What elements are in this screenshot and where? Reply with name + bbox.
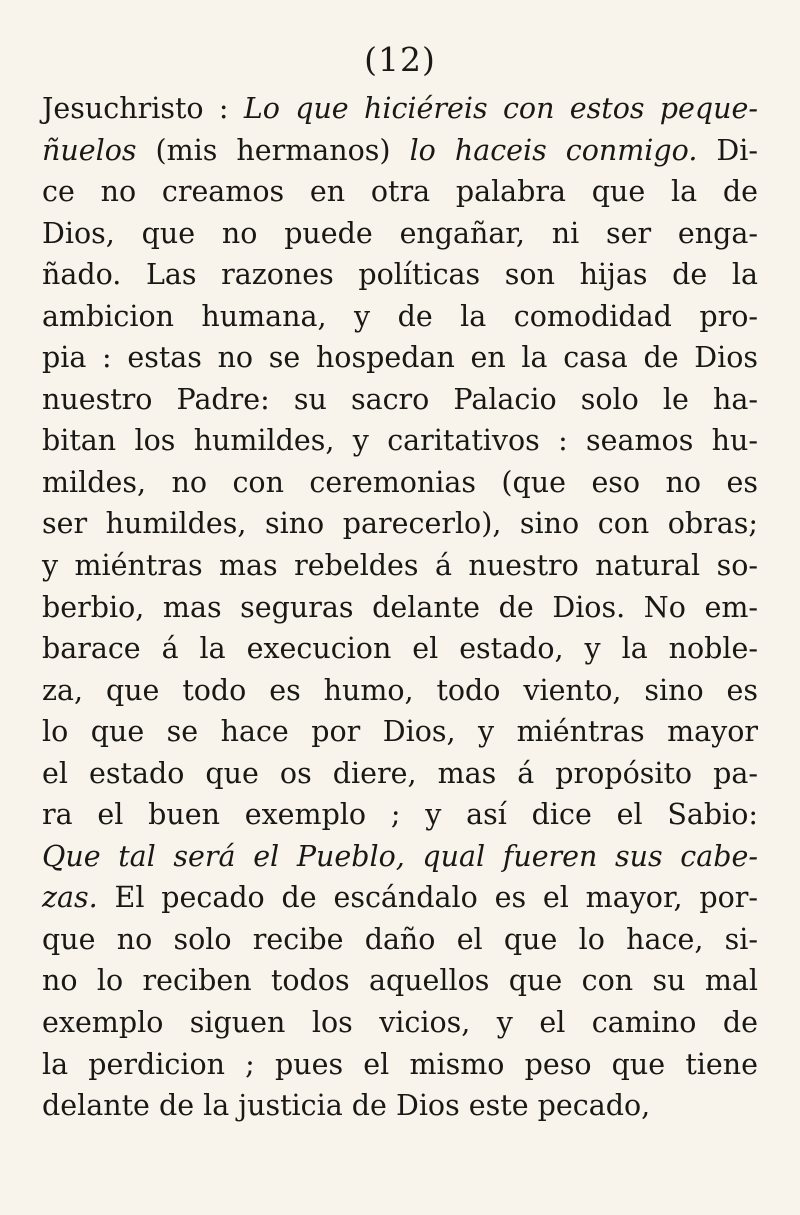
text-segment: el estado que os diere, mas á propósito pa- xyxy=(42,756,758,790)
page-number: (12) xyxy=(364,40,436,79)
text-line xyxy=(42,545,758,587)
text-segment: za, que todo es humo, todo viento, sino es xyxy=(42,673,758,707)
text-segment: Dios, que no puede engañar, ni ser enga- xyxy=(42,216,758,250)
text-line xyxy=(42,213,758,255)
text-segment: ra el buen exemplo ; y así dice el Sabio: xyxy=(42,798,758,832)
text-line xyxy=(42,794,758,836)
text-line xyxy=(42,254,758,296)
text-line xyxy=(42,420,758,462)
text-segment: pia : estas no se hospedan en la casa de Dios xyxy=(42,341,758,375)
text-line xyxy=(42,337,758,379)
italic-text: zas. xyxy=(42,881,98,915)
text-line xyxy=(42,587,758,629)
text-line xyxy=(42,753,758,795)
text-segment: no lo reciben todos aquellos que con su mal xyxy=(42,964,758,998)
italic-text: lo haceis conmigo. xyxy=(409,133,698,167)
italic-text: Que tal será el Pueblo, qual fueren sus cabe- xyxy=(42,839,758,873)
text-line xyxy=(42,379,758,421)
text-segment: berbio, mas seguras delante de Dios. No em- xyxy=(42,590,758,624)
text-segment: ñado. Las razones políticas son hijas de la xyxy=(42,258,758,292)
text-line xyxy=(42,919,758,961)
text-line xyxy=(42,628,758,670)
text-line xyxy=(42,462,758,504)
italic-text: Lo que hiciéreis con estos peque- xyxy=(243,92,758,125)
text-line xyxy=(42,1085,758,1127)
text-line xyxy=(42,88,758,130)
text-line xyxy=(42,1044,758,1086)
body-text xyxy=(42,88,758,1127)
text-line xyxy=(42,960,758,1002)
text-segment: nuestro Padre: su sacro Palacio solo le ha- xyxy=(42,382,758,416)
text-line xyxy=(42,296,758,338)
text-segment: bitan los humildes, y caritativos : seamos hu- xyxy=(42,424,758,458)
text-line xyxy=(42,670,758,712)
text-segment: ambicion humana, y de la comodidad pro- xyxy=(42,299,758,333)
text-segment: y miéntras mas rebeldes á nuestro natural so- xyxy=(42,549,758,583)
text-segment: ser humildes, sino parecerlo), sino con obras; xyxy=(42,507,758,541)
text-segment: Di- xyxy=(697,133,758,167)
text-line xyxy=(42,503,758,545)
text-segment: que no solo recibe daño el que lo hace, si- xyxy=(42,922,758,956)
text-segment: la perdicion ; pues el mismo peso que tiene xyxy=(42,1047,758,1081)
text-segment: mildes, no con ceremonias (que eso no es xyxy=(42,465,758,499)
text-segment: Jesuchristo : xyxy=(42,92,244,125)
text-segment: barace á la execucion el estado, y la noble- xyxy=(42,632,758,666)
text-segment: (mis hermanos) xyxy=(136,133,410,167)
text-line xyxy=(42,877,758,919)
text-line xyxy=(42,1002,758,1044)
text-line xyxy=(42,711,758,753)
text-segment: ce no creamos en otra palabra que la de xyxy=(42,175,758,209)
text-segment: delante de la justicia de Dios este pecado, xyxy=(42,1089,651,1123)
text-line xyxy=(42,171,758,213)
text-segment: exemplo siguen los vicios, y el camino de xyxy=(42,1006,758,1040)
text-line xyxy=(42,836,758,878)
text-segment: El pecado de escándalo es el mayor, por- xyxy=(97,881,758,915)
text-line xyxy=(42,130,758,172)
italic-text: ñuelos xyxy=(42,133,137,167)
text-segment: lo que se hace por Dios, y miéntras mayor xyxy=(42,715,758,749)
